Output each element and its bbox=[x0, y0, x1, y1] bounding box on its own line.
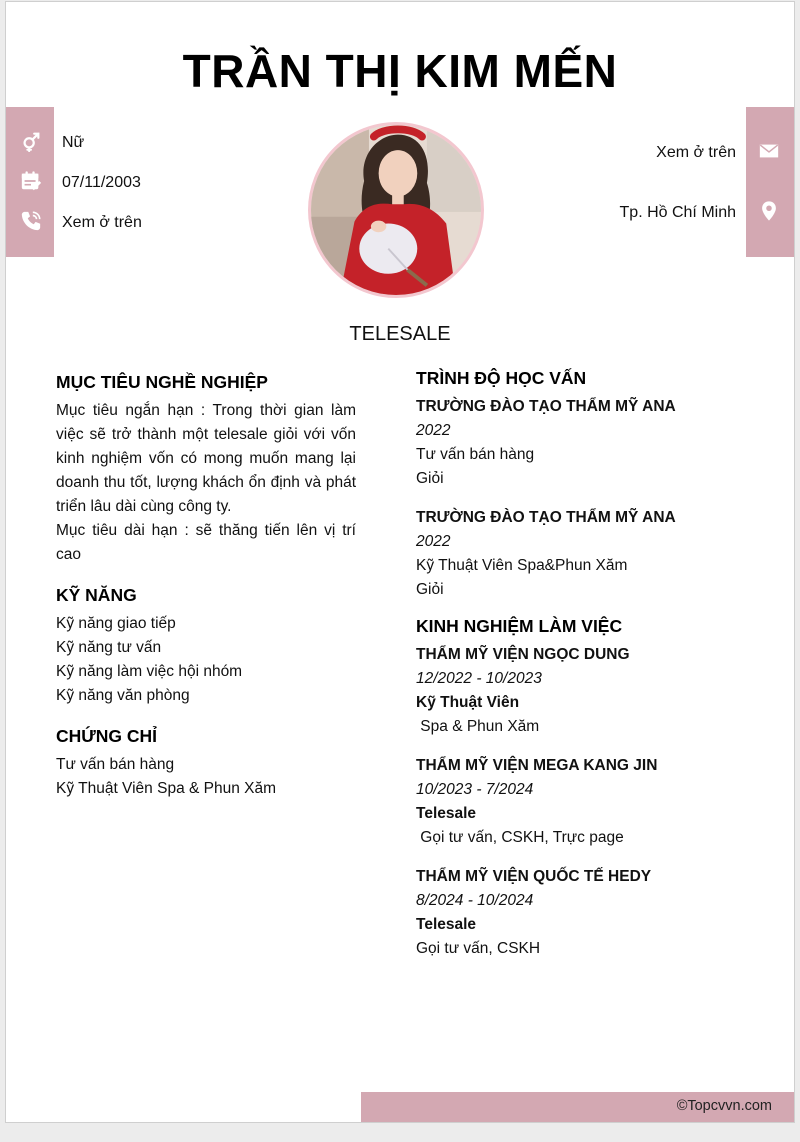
cv-page bbox=[5, 1, 795, 1123]
education-entry bbox=[416, 395, 756, 491]
job-description: Spa & Phun Xăm bbox=[416, 718, 540, 735]
company-name: THẨM MỸ VIỆN QUỐC TẾ HEDY bbox=[416, 868, 652, 885]
objective-short-term: Mục tiêu ngắn hạn : Trong thời gian làm việc sẽ trở thành một telesale giỏi với vốn kinh nghiệm vốn có mong muốn mang lại doanh thu tốt, lượng khách ổn định và phát triển lâu dài cùng công ty. bbox=[56, 402, 356, 515]
education-year: 2022 bbox=[416, 533, 451, 550]
right-column bbox=[416, 368, 756, 961]
gender-text: Nữ bbox=[62, 134, 85, 151]
skill-item: Kỹ năng văn phòng bbox=[56, 687, 190, 704]
email-text: Xem ở trên bbox=[656, 144, 736, 161]
education-grade: Giỏi bbox=[416, 470, 444, 487]
certificate-item: Tư vấn bán hàng bbox=[56, 756, 175, 773]
candidate-name: TRẦN THỊ KIM MẾN bbox=[182, 45, 618, 97]
education-year: 2022 bbox=[416, 422, 451, 439]
experience-entry bbox=[416, 643, 756, 739]
job-role: Kỹ Thuật Viên bbox=[416, 694, 520, 711]
work-period: 8/2024 - 10/2024 bbox=[416, 892, 534, 909]
education-title: TRÌNH ĐỘ HỌC VẤN bbox=[416, 368, 587, 388]
position-title: TELESALE bbox=[349, 323, 451, 345]
address-text: Tp. Hồ Chí Minh bbox=[619, 204, 736, 221]
skill-item: Kỹ năng làm việc hội nhóm bbox=[56, 663, 243, 680]
gender-icon bbox=[20, 130, 42, 152]
location-pin-icon bbox=[758, 200, 780, 222]
work-period: 10/2023 - 7/2024 bbox=[416, 781, 534, 798]
education-grade: Giỏi bbox=[416, 581, 444, 598]
school-name: TRƯỜNG ĐÀO TẠO THẨM MỸ ANA bbox=[416, 509, 676, 526]
footer-bar bbox=[361, 1092, 794, 1122]
skills-title: KỸ NĂNG bbox=[56, 585, 137, 605]
education-major: Kỹ Thuật Viên Spa&Phun Xăm bbox=[416, 557, 628, 574]
footer-credit: ©Topcvvn.com bbox=[676, 1098, 772, 1114]
experience-title: KINH NGHIỆM LÀM VIỆC bbox=[416, 616, 623, 636]
calendar-icon bbox=[20, 170, 42, 192]
work-period: 12/2022 - 10/2023 bbox=[416, 670, 542, 687]
school-name: TRƯỜNG ĐÀO TẠO THẨM MỸ ANA bbox=[416, 398, 676, 415]
company-name: THẨM MỸ VIỆN MEGA KANG JIN bbox=[416, 757, 658, 774]
skill-item: Kỹ năng tư vấn bbox=[56, 639, 162, 656]
phone-icon bbox=[20, 210, 42, 232]
skill-item: Kỹ năng giao tiếp bbox=[56, 615, 176, 632]
right-contact-bar bbox=[746, 107, 794, 257]
certificate-item: Kỹ Thuật Viên Spa & Phun Xăm bbox=[56, 780, 277, 797]
profile-photo bbox=[308, 122, 484, 298]
job-role: Telesale bbox=[416, 805, 477, 822]
phone-text: Xem ở trên bbox=[62, 214, 142, 231]
objective-title: MỤC TIÊU NGHỀ NGHIỆP bbox=[56, 372, 268, 392]
objective-long-term: Mục tiêu dài hạn : sẽ thăng tiến lên vị trí cao bbox=[56, 522, 356, 563]
experience-entry bbox=[416, 865, 756, 961]
left-column bbox=[56, 372, 356, 801]
job-description: Gọi tư vấn, CSKH bbox=[416, 940, 541, 957]
company-name: THẨM MỸ VIỆN NGỌC DUNG bbox=[416, 646, 630, 663]
experience-entry bbox=[416, 754, 756, 850]
education-entry bbox=[416, 506, 756, 602]
envelope-icon bbox=[758, 140, 780, 162]
birthday-text: 07/11/2003 bbox=[62, 174, 141, 191]
job-role: Telesale bbox=[416, 916, 477, 933]
certificates-title: CHỨNG CHỈ bbox=[56, 726, 158, 746]
education-major: Tư vấn bán hàng bbox=[416, 446, 535, 463]
job-description: Gọi tư vấn, CSKH, Trực page bbox=[416, 829, 624, 846]
